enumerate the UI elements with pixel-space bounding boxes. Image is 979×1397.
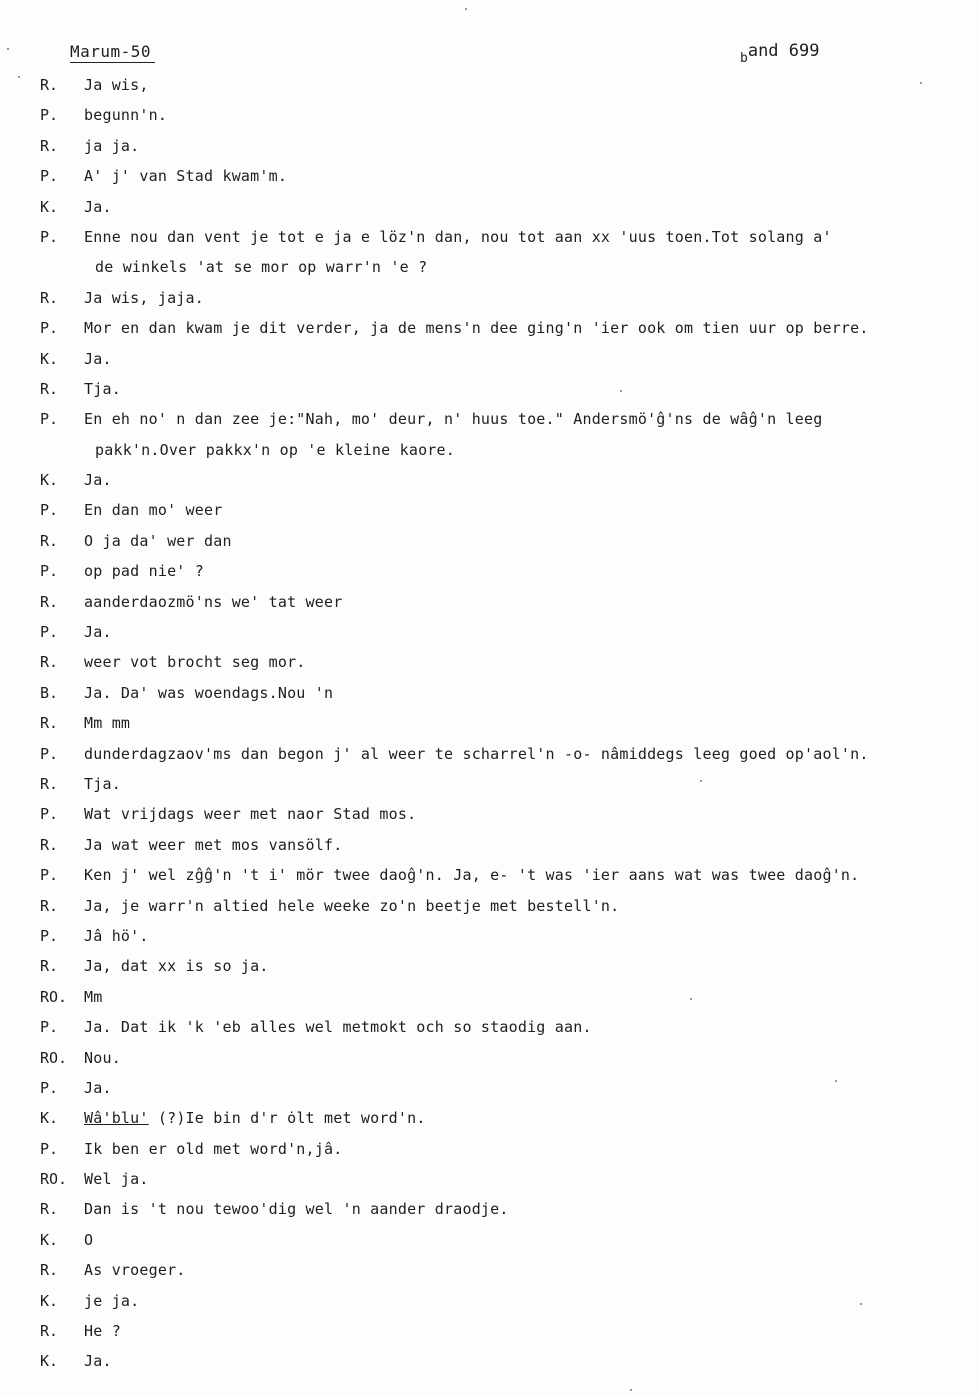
- transcript-line: [0, 465, 979, 495]
- utterance-text: Dan is 't nou tewoo'dig wel 'n aander draodje.: [84, 1200, 509, 1219]
- utterance-text: Ja.: [84, 623, 112, 642]
- utterance-text: En dan mo' weer: [84, 501, 223, 520]
- transcript-line: [0, 1346, 979, 1376]
- speaker-label: P.: [40, 1078, 59, 1097]
- speaker-label: RO.: [40, 1048, 68, 1067]
- speaker-label: K.: [40, 1352, 59, 1371]
- utterance-text: Tja.: [84, 774, 121, 793]
- utterance-text: A' j' van Stad kwam'm.: [84, 167, 288, 186]
- utterance-text: begunn'n.: [84, 106, 168, 125]
- transcript-body: [0, 70, 979, 1377]
- utterance-text: pakk'n.Over pakkx'n op 'e kleine kaore.: [95, 440, 455, 459]
- speaker-label: K.: [40, 471, 59, 490]
- transcript-line: [0, 1164, 979, 1194]
- speaker-label: R.: [40, 1200, 59, 1219]
- scan-speck: [920, 82, 922, 84]
- transcript-line-continuation: [0, 435, 979, 465]
- transcript-line: [0, 344, 979, 374]
- transcript-line: [0, 283, 979, 313]
- transcript-line: [0, 526, 979, 556]
- utterance-text: Mor en dan kwam je dit verder, ja de mens'n dee ging'n 'ier ook om tien uur op berre.: [84, 319, 869, 338]
- utterance-text: En eh no' n dan zee je:"Nah, mo' deur, n' huus toe." Andersmö'ĝ'ns de wâĝ'n leeg: [84, 410, 823, 429]
- utterance-text: Ja.: [84, 349, 112, 368]
- transcript-line: [0, 556, 979, 586]
- transcript-line: [0, 1194, 979, 1224]
- speaker-label: RO.: [40, 1170, 68, 1189]
- speaker-label: K.: [40, 1109, 59, 1128]
- transcript-line: [0, 1225, 979, 1255]
- transcript-line: [0, 1286, 979, 1316]
- transcript-line: [0, 647, 979, 677]
- tape-number: [740, 40, 819, 64]
- speaker-label: P.: [40, 866, 59, 885]
- utterance-text: ja ja.: [84, 136, 140, 155]
- speaker-label: R.: [40, 76, 59, 94]
- utterance-text: Ja, dat xx is so ja.: [84, 957, 269, 976]
- utterance-text: Ja. Da' was woendags.Nou 'n: [84, 683, 334, 702]
- transcript-line: [0, 708, 979, 738]
- speaker-label: R.: [40, 774, 59, 793]
- utterance-text: Wel ja.: [84, 1170, 149, 1189]
- speaker-label: B.: [40, 683, 59, 702]
- transcript-line: [0, 131, 979, 161]
- speaker-label: R.: [40, 714, 59, 733]
- speaker-label: P.: [40, 319, 59, 338]
- transcript-line: [0, 769, 979, 799]
- utterance-text: Ja wis,: [84, 76, 149, 94]
- utterance-text: Ja. Dat ik 'k 'eb alles wel metmokt och so staodig aan.: [84, 1018, 592, 1037]
- utterance-text: He ?: [84, 1322, 121, 1341]
- utterance-text: Ja.: [84, 1352, 112, 1371]
- scan-speck: [465, 8, 467, 10]
- utterance-text: aanderdaozmö'ns we' tat weer: [84, 592, 343, 611]
- utterance-text: Wat vrijdags weer met naor Stad mos.: [84, 805, 417, 824]
- utterance-text: Tja.: [84, 379, 121, 398]
- utterance-rest: (?)Ie bin d'r ȯlt met word'n.: [148, 1109, 426, 1128]
- transcript-line: [0, 1103, 979, 1133]
- speaker-label: P.: [40, 1018, 59, 1037]
- speaker-label: R.: [40, 1261, 59, 1280]
- speaker-label: R.: [40, 136, 59, 155]
- transcript-line: [0, 739, 979, 769]
- scan-speck: [7, 48, 9, 50]
- underlined-word: Wâ'blu': [84, 1109, 149, 1128]
- transcript-line: [0, 70, 979, 100]
- transcript-line: [0, 1012, 979, 1042]
- tape-prefix: b: [740, 51, 748, 66]
- speaker-label: K.: [40, 197, 59, 216]
- transcript-line: [0, 830, 979, 860]
- transcript-line: [0, 799, 979, 829]
- speaker-label: R.: [40, 531, 59, 550]
- transcript-line: [0, 1255, 979, 1285]
- utterance-text: [84, 1103, 426, 1133]
- transcript-line: [0, 192, 979, 222]
- utterance-text: O: [84, 1230, 94, 1249]
- speaker-label: P.: [40, 562, 59, 581]
- transcript-line: [0, 161, 979, 191]
- transcript-line: [0, 1316, 979, 1346]
- speaker-label: P.: [40, 410, 59, 429]
- speaker-label: P.: [40, 926, 59, 945]
- scan-speck: [860, 1303, 862, 1305]
- speaker-label: R.: [40, 957, 59, 976]
- utterance-text: Ja, je warr'n altied hele weeke zo'n beetje met bestell'n.: [84, 896, 620, 915]
- speaker-label: P.: [40, 227, 59, 246]
- scan-speck: [18, 76, 20, 78]
- utterance-text: Ja.: [84, 1078, 112, 1097]
- speaker-label: P.: [40, 805, 59, 824]
- document-title: Marum-50: [70, 42, 155, 63]
- speaker-label: P.: [40, 167, 59, 186]
- speaker-label: P.: [40, 501, 59, 520]
- speaker-label: R.: [40, 653, 59, 672]
- utterance-text: Mm: [84, 987, 103, 1006]
- scan-speck: [700, 780, 702, 782]
- utterance-text: As vroeger.: [84, 1261, 186, 1280]
- speaker-label: R.: [40, 288, 59, 307]
- transcript-line: [0, 982, 979, 1012]
- speaker-label: R.: [40, 835, 59, 854]
- transcript-line-continuation: [0, 252, 979, 282]
- transcript-line: [0, 921, 979, 951]
- scan-speck: [690, 998, 692, 1000]
- utterance-text: de winkels 'at se mor op warr'n 'e ?: [95, 258, 428, 277]
- speaker-label: R.: [40, 896, 59, 915]
- scan-speck: [835, 1080, 837, 1082]
- transcript-line: [0, 222, 979, 252]
- speaker-label: R.: [40, 1322, 59, 1341]
- transcript-line: [0, 617, 979, 647]
- utterance-text: Enne nou dan vent je tot e ja e löz'n dan, nou tot aan xx 'uus toen.Tot solang a': [84, 227, 832, 246]
- scan-speck: [620, 390, 622, 392]
- speaker-label: P.: [40, 106, 59, 125]
- transcript-line: [0, 100, 979, 130]
- utterance-text: O ja da' wer dan: [84, 531, 232, 550]
- utterance-text: Ik ben er old met word'n,jâ.: [84, 1139, 343, 1158]
- transcript-line: [0, 587, 979, 617]
- speaker-label: R.: [40, 379, 59, 398]
- utterance-text: je ja.: [84, 1291, 140, 1310]
- transcript-line: [0, 404, 979, 434]
- speaker-label: P.: [40, 1139, 59, 1158]
- speaker-label: P.: [40, 623, 59, 642]
- transcript-line: [0, 1043, 979, 1073]
- speaker-label: K.: [40, 349, 59, 368]
- transcript-line: [0, 495, 979, 525]
- speaker-label: K.: [40, 1291, 59, 1310]
- utterance-text: Ja.: [84, 471, 112, 490]
- utterance-text: weer vot brocht seg mor.: [84, 653, 306, 672]
- utterance-text: Ken j' wel zĝĝ'n 't i' mör twee daoĝ'n. Ja, e- 't was 'ier aans wat was twee daoĝ'n.: [84, 866, 860, 885]
- speaker-label: RO.: [40, 987, 68, 1006]
- tape-label: and 699: [747, 41, 820, 61]
- speaker-label: K.: [40, 1230, 59, 1249]
- transcript-line: [0, 678, 979, 708]
- utterance-text: Jâ hö'.: [84, 926, 149, 945]
- transcript-line: [0, 860, 979, 890]
- utterance-text: Ja wat weer met mos vansölf.: [84, 835, 343, 854]
- utterance-text: Ja.: [84, 197, 112, 216]
- utterance-text: dunderdagzaov'ms dan begon j' al weer te scharrel'n -o- nâmiddegs leeg goed op'aol'n.: [84, 744, 869, 763]
- transcript-line: [0, 891, 979, 921]
- transcript-line: [0, 313, 979, 343]
- utterance-text: Ja wis, jaja.: [84, 288, 204, 307]
- scan-speck: [630, 1389, 632, 1391]
- speaker-label: P.: [40, 744, 59, 763]
- transcript-line: [0, 1134, 979, 1164]
- utterance-text: op pad nie' ?: [84, 562, 204, 581]
- utterance-text: Mm mm: [84, 714, 131, 733]
- transcript-line: [0, 374, 979, 404]
- transcript-line: [0, 1073, 979, 1103]
- speaker-label: R.: [40, 592, 59, 611]
- utterance-text: Nou.: [84, 1048, 121, 1067]
- transcript-line: [0, 951, 979, 981]
